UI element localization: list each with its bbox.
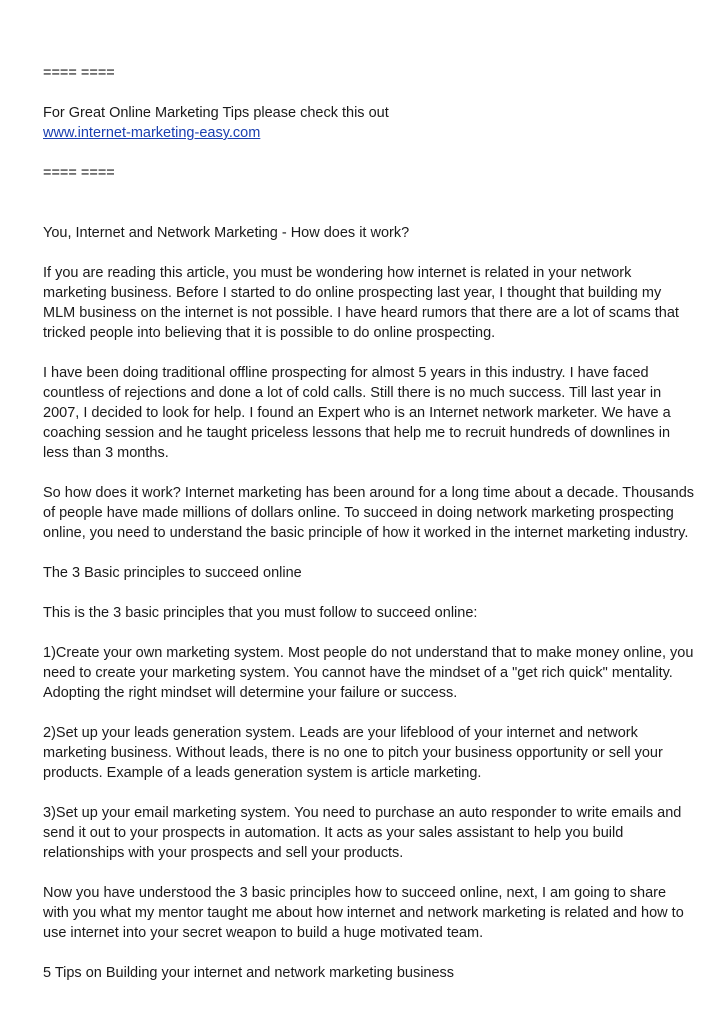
- paragraph-2: I have been doing traditional offline prospecting for almost 5 years in this industry. I have faced countless of rejections and done a lot of cold calls. Still there is no much success. Till last year in 2007, I decided to look for help. I found an Expert who is an Internet network marketer. We have a coaching session and he taught priceless lessons that help me to recruit hundreds of downlines in less than 3 months.: [43, 365, 671, 461]
- section-heading-tips: 5 Tips on Building your internet and network marketing business: [43, 965, 455, 981]
- section-heading-principles: The 3 Basic principles to succeed online: [43, 565, 302, 581]
- separator-top: ==== ====: [43, 65, 115, 81]
- principles-intro: This is the 3 basic principles that you must follow to succeed online:: [43, 605, 478, 621]
- separator-bottom: ==== ====: [43, 165, 115, 181]
- paragraph-1: If you are reading this article, you must be wondering how internet is related in your network marketing business. Before I started to do online prospecting last year, I thought that building my MLM business on the internet is not possible. I have heard rumors that there are a lot of scams that tricked people into believing that it is possible to do online prospecting.: [43, 265, 679, 341]
- document-page: [43, 63, 695, 983]
- principle-3: 3)Set up your email marketing system. You need to purchase an auto responder to write emails and send it out to your prospects in automation. It acts as your sales assistant to help you build relationships with your prospects and sell your products.: [43, 805, 682, 861]
- paragraph-summary: Now you have understood the 3 basic principles how to succeed online, next, I am going to share with you what my mentor taught me about how internet and network marketing is related and how to use internet into your secret weapon to build a huge motivated team.: [43, 885, 684, 941]
- promo-link[interactable]: www.internet-marketing-easy.com: [43, 125, 261, 141]
- paragraph-3: So how does it work? Internet marketing has been around for a long time about a decade. Thousands of people have made millions of dollars online. To succeed in doing network marketing prospecting online, you need to understand the basic principle of how it worked in the internet marketing industry.: [43, 485, 695, 541]
- principle-1: 1)Create your own marketing system. Most people do not understand that to make money online, you need to create your marketing system. You cannot have the mindset of a "get rich quick" mentality. Adopting the right mindset will determine your failure or success.: [43, 645, 694, 701]
- article-title: You, Internet and Network Marketing - How does it work?: [43, 225, 410, 241]
- promo-text: For Great Online Marketing Tips please check this out: [43, 105, 389, 121]
- principle-2: 2)Set up your leads generation system. Leads are your lifeblood of your internet and network marketing business. Without leads, there is no one to pitch your business opportunity or sell your products. Example of a leads generation system is article marketing.: [43, 725, 663, 781]
